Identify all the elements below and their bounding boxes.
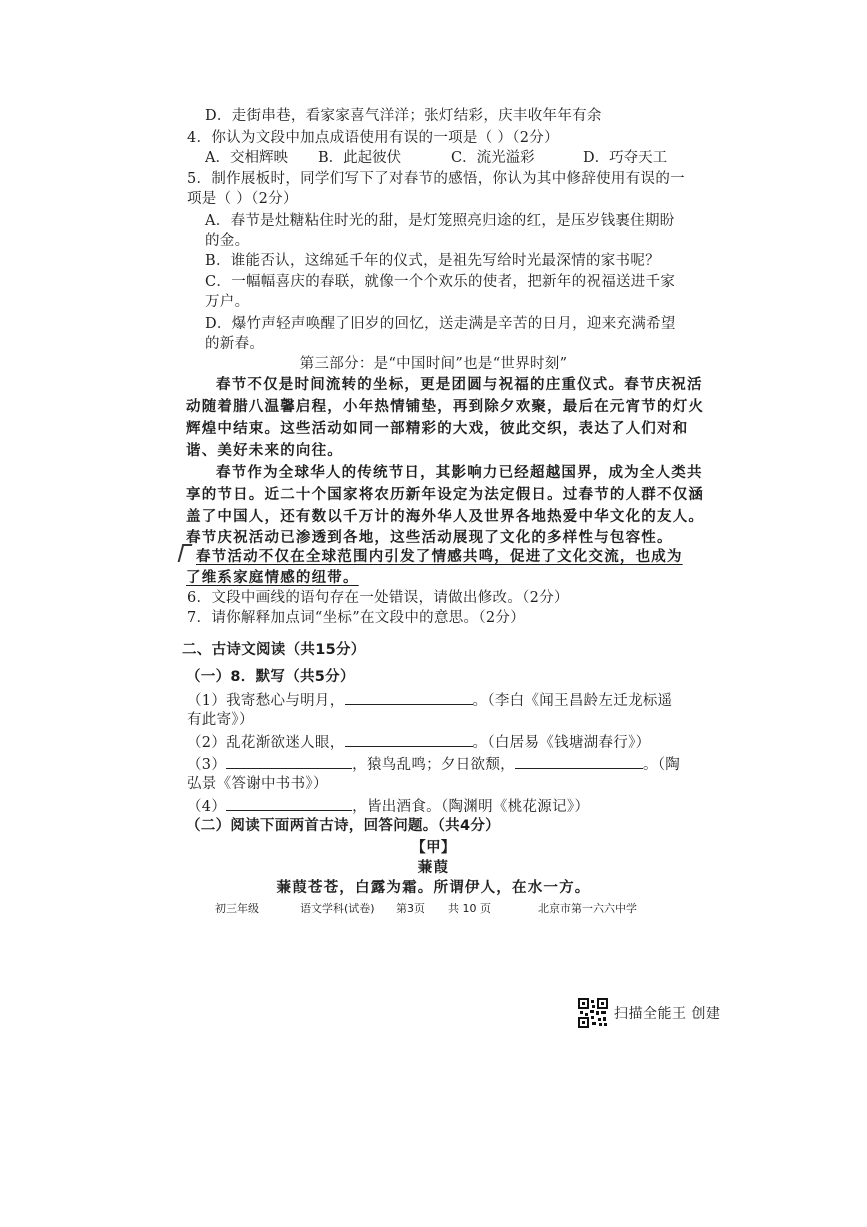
part3-p2-line3: 盖了中国人，还有数以千万计的海外华人及世界各地热爱中华文化的友人。 — [186, 509, 705, 525]
part3-p1-line2: 动随着腊八温馨启程，小年热情铺垫，再到除夕欢聚，最后在元宵节的灯火 — [186, 399, 705, 415]
item3-blank-1[interactable] — [226, 754, 352, 769]
item3-line1 — [187, 754, 680, 775]
item2-prefix: （2）乱花渐欲迷人眼， — [187, 735, 345, 751]
bracket-mark — [178, 544, 193, 562]
section2-sub2: （二）阅读下面两首古诗，回答问题。（共4分） — [186, 818, 500, 834]
q4-option-d: D．巧夺天工 — [583, 150, 668, 166]
q5-d-line1: D．爆竹声轻声唤醒了旧岁的回忆，送走满是辛苦的日月，迎来充满希望 — [205, 316, 676, 332]
q5-a-line1: A．春节是灶糖粘住时光的甜，是灯笼照亮归途的红，是压岁钱裹住期盼 — [205, 213, 675, 229]
scanner-watermark — [578, 998, 720, 1028]
part3-p2-line4: 春节庆祝活动已渗透到各地，这些活动展现了文化的多样性与包容性。 — [186, 530, 673, 546]
item3-suffix: 。（陶 — [642, 757, 681, 773]
item1-suffix: 。（李白《闻王昌龄左迁龙标遥 — [472, 693, 673, 709]
q7: 7．请你解释加点词“坐标”在文段中的意思。（2分） — [187, 610, 526, 626]
item4-line — [187, 796, 589, 817]
section2-sub1: （一）8．默写（共5分） — [186, 669, 355, 685]
item4-prefix: （4） — [187, 799, 227, 815]
part3-title: 第三部分：是“中国时间”也是“世界时刻” — [299, 356, 568, 372]
item1-blank[interactable] — [345, 690, 473, 705]
poem-title: 蒹葭 — [417, 860, 450, 876]
item4-blank[interactable] — [226, 796, 352, 811]
item3-blank-2[interactable] — [515, 754, 643, 769]
footer-total: 共 10 页 — [448, 902, 491, 915]
q6: 6．文段中画线的语句存在一处错误，请做出修改。（2分） — [187, 590, 569, 606]
item2-suffix: 。（白居易《钱塘湖春行》） — [472, 735, 651, 751]
item1-prefix: （1）我寄愁心与明月， — [187, 693, 345, 709]
item3-middle: ，猿鸟乱鸣；夕日欲颓， — [352, 757, 515, 773]
part3-p1-line1: 春节不仅是时间流转的坐标，更是团圆与祝福的庄重仪式。春节庆祝活 — [216, 377, 703, 393]
part3-p2-line2: 享的节日。近二十个国家将农历新年设定为法定假日。过春节的人群不仅涵 — [186, 487, 705, 503]
item2-line — [187, 732, 650, 753]
q5-stem-line2: 项是（ ）（2分） — [187, 191, 298, 207]
footer-subject: 语文学科(试卷) — [300, 902, 375, 915]
q4-option-b: B．此起彼伏 — [318, 150, 402, 166]
q3-option-d: D．走街串巷，看家家喜气洋洋；张灯结彩，庆丰收年年有余 — [205, 108, 602, 124]
item2-blank[interactable] — [345, 732, 473, 747]
part3-p1-line3: 辉煌中结束。这些活动如同一部精彩的大戏，彼此交织，表达了人们对和 — [186, 421, 689, 437]
q5-b-line1: B．谁能否认，这绵延千年的仪式，是祖先写给时光最深情的家书呢？ — [205, 253, 660, 269]
part3-underlined-line2: 了维系家庭情感的纽带。 — [186, 570, 359, 586]
item1-line2: 有此寄》） — [187, 712, 254, 728]
footer-school: 北京市第一六六中学 — [538, 902, 637, 915]
part3-p2-line1: 春节作为全球华人的传统节日，其影响力已经超越国界，成为全人类共 — [216, 465, 703, 481]
part3-p1-line4: 谐、美好未来的向往。 — [186, 443, 343, 459]
poem-tag: 【甲】 — [411, 840, 456, 856]
q5-d-line2: 的新春。 — [205, 336, 265, 352]
item1-line1 — [187, 690, 672, 711]
q5-c-line2: 万户。 — [205, 294, 250, 310]
scanner-brand-text: 扫描全能王 创建 — [614, 1006, 721, 1022]
qr-code-icon — [578, 998, 608, 1028]
item3-prefix: （3） — [187, 757, 227, 773]
part3-underlined-line1: 春节活动不仅在全球范围内引发了情感共鸣，促进了文化交流，也成为 — [196, 549, 683, 565]
item3-line2: 弘景《答谢中书书》） — [187, 776, 328, 792]
q5-stem-line1: 5．制作展板时，同学们写下了对春节的感悟，你认为其中修辞使用有误的一 — [187, 171, 685, 187]
footer-grade: 初三年级 — [215, 902, 259, 915]
q5-a-line2: 的金。 — [205, 233, 250, 249]
q4-option-c: C．流光溢彩 — [451, 150, 535, 166]
poem-line1: 蒹葭苍苍，白露为霜。所谓伊人，在水一方。 — [276, 880, 591, 896]
section2-title: 二、古诗文阅读（共15分） — [182, 642, 366, 658]
q4-option-a: A．交相辉映 — [205, 150, 288, 166]
footer-page: 第3页 — [396, 902, 425, 915]
q4-stem: 4．你认为文段中加点成语使用有误的一项是（ ）（2分） — [187, 130, 559, 146]
q5-c-line1: C．一幅幅喜庆的春联，就像一个个欢乐的使者，把新年的祝福送进千家 — [205, 274, 676, 290]
item4-suffix: ，皆出酒食。（陶渊明《桃花源记》） — [352, 799, 590, 815]
